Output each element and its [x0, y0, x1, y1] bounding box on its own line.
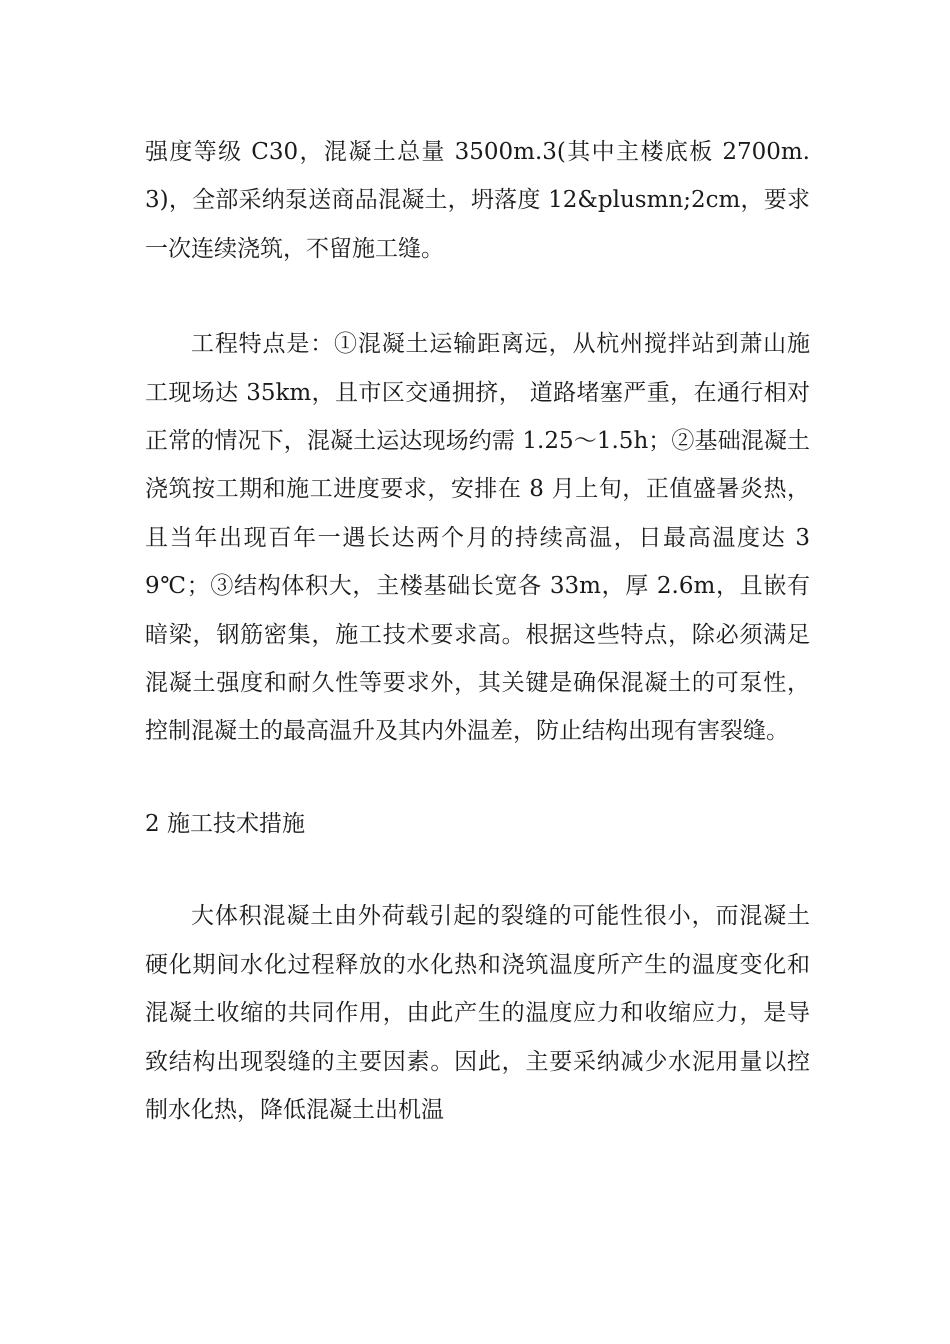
- paragraph-gap: [145, 273, 810, 320]
- section-heading: 2 施工技术措施: [145, 810, 305, 837]
- paragraph-project-features: 工程特点是：①混凝土运输距离远，从杭州搅拌站到萧山施工现场达 35km，且市区交通拥挤， 道路堵塞严重，在通行相对正常的情况下，混凝土运达现场约需 1.25～1.5h；②基础混凝土浇筑按工期和施工进度要求，安排在 8 月上旬，正值盛暑炎热，且当年出现百年一遇长达两个月的持续高温，日最高温度达 39℃；③结构体积大，主楼基础长宽各 33m，厚 2.6m，且嵌有暗梁，钢筋密集，施工技术要求高。根据这些特点，除必须满足混凝土强度和耐久性等要求外，其关键是确保混凝土的可泵性，控制混凝土的最高温升及其内外温差，防止结构出现有害裂缝。: [145, 331, 810, 745]
- document-page: [145, 128, 810, 1134]
- paragraph-gap: [145, 756, 810, 800]
- paragraph-construction-measures: 大体积混凝土由外荷载引起的裂缝的可能性很小，而混凝土硬化期间水化过程释放的水化热和浇筑温度所产生的温度变化和混凝土收缩的共同作用，由此产生的温度应力和收缩应力，是导致结构出现裂缝的主要因素。因此，主要采纳减少水泥用量以控制水化热，降低混凝土出机温: [145, 903, 810, 1123]
- paragraph-gap: [145, 848, 810, 892]
- paragraph-project-spec: 强度等级 C30，混凝土总量 3500m.3(其中主楼底板 2700m.3)，全部采纳泵送商品混凝土，坍落度 12&plusmn;2cm，要求一次连续浇筑，不留施工缝。: [145, 139, 810, 262]
